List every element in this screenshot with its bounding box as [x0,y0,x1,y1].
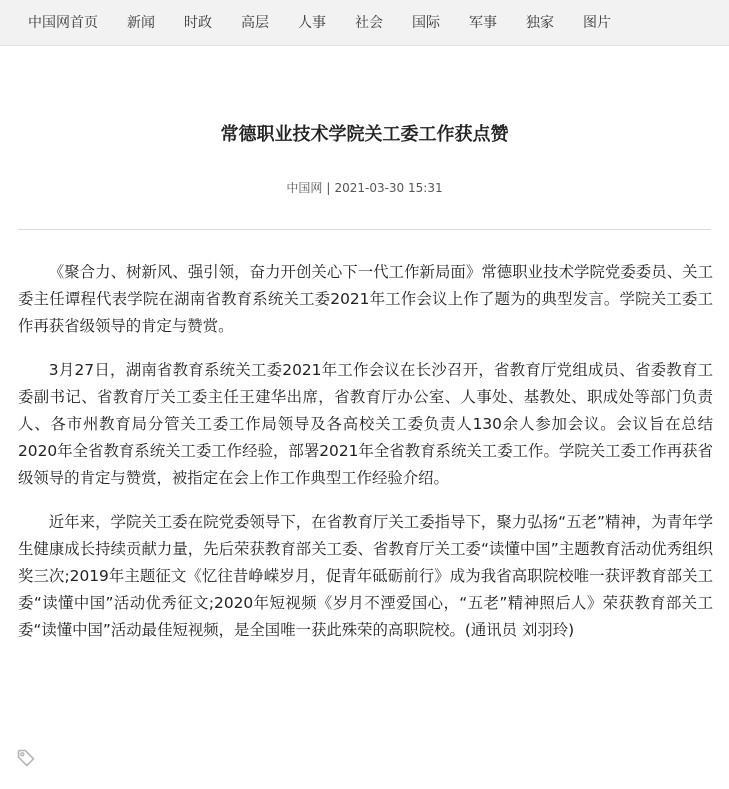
meta-separator: | [326,181,331,195]
article-body [18,259,713,661]
top-nav [0,0,729,46]
article-paragraph: 3月27日，湖南省教育系统关工委2021年工作会议在长沙召开，省教育厅党组成员、省委教育工委副书记、省教育厅关工委主任王建华出席，省教育厅办公室、人事处、基教处、职成处等部门负责人、各市州教育局分管关工委工作局领导及各高校关工委负责人130余人参加会议。会议旨在总结2020年全省教育系统关工委工作经验，部署2021年全省教育系统关工委工作。学院关工委工作再获省级领导的肯定与赞赏，被指定在会上作工作典型工作经验介绍。 [18,361,713,487]
article-paragraph: 近年来，学院关工委在院党委领导下，在省教育厅关工委指导下，聚力弘扬“五老”精神，为青年学生健康成长持续贡献力量，先后荣获教育部关工委、省教育厅关工委“读懂中国”主题教育活动优秀组织奖三次;2019年主题征文《忆往昔峥嵘岁月，促青年砥砺前行》成为我省高职院校唯一获评教育部关工委“读懂中国”活动优秀征文;2020年短视频《岁月不湮爱国心，“五老”精神照后人》荣获教育部关工委“读懂中国”活动最佳短视频，是全国唯一获此殊荣的高职院校。(通讯员 刘羽玲) [18,513,713,639]
nav-item-society[interactable]: 社会 [355,14,383,31]
nav-item-international[interactable]: 国际 [412,14,440,31]
nav-item-politics[interactable]: 时政 [184,14,212,31]
nav-item-news[interactable]: 新闻 [127,14,155,31]
article-title: 常德职业技术学院关工委工作获点赞 [220,124,509,145]
article-meta [0,179,729,197]
article-datetime: 2021-03-30 15:31 [334,181,443,195]
title-divider [18,229,711,230]
article-source[interactable]: 中国网 [286,181,323,195]
tag-icon[interactable] [16,748,36,768]
nav-item-military[interactable]: 军事 [469,14,497,31]
nav-item-pictures[interactable]: 图片 [583,14,611,31]
nav-item-home[interactable]: 中国网首页 [28,14,98,31]
nav-item-exclusive[interactable]: 独家 [526,14,554,31]
article-paragraph: 《聚合力、树新风、强引领，奋力开创关心下一代工作新局面》常德职业技术学院党委委员、关工委主任谭程代表学院在湖南省教育系统关工委2021年工作会议上作了题为的典型发言。学院关工委工作再获省级领导的肯定与赞赏。 [18,263,713,335]
nav-item-leadership[interactable]: 高层 [241,14,269,31]
nav-item-personnel[interactable]: 人事 [298,14,326,31]
